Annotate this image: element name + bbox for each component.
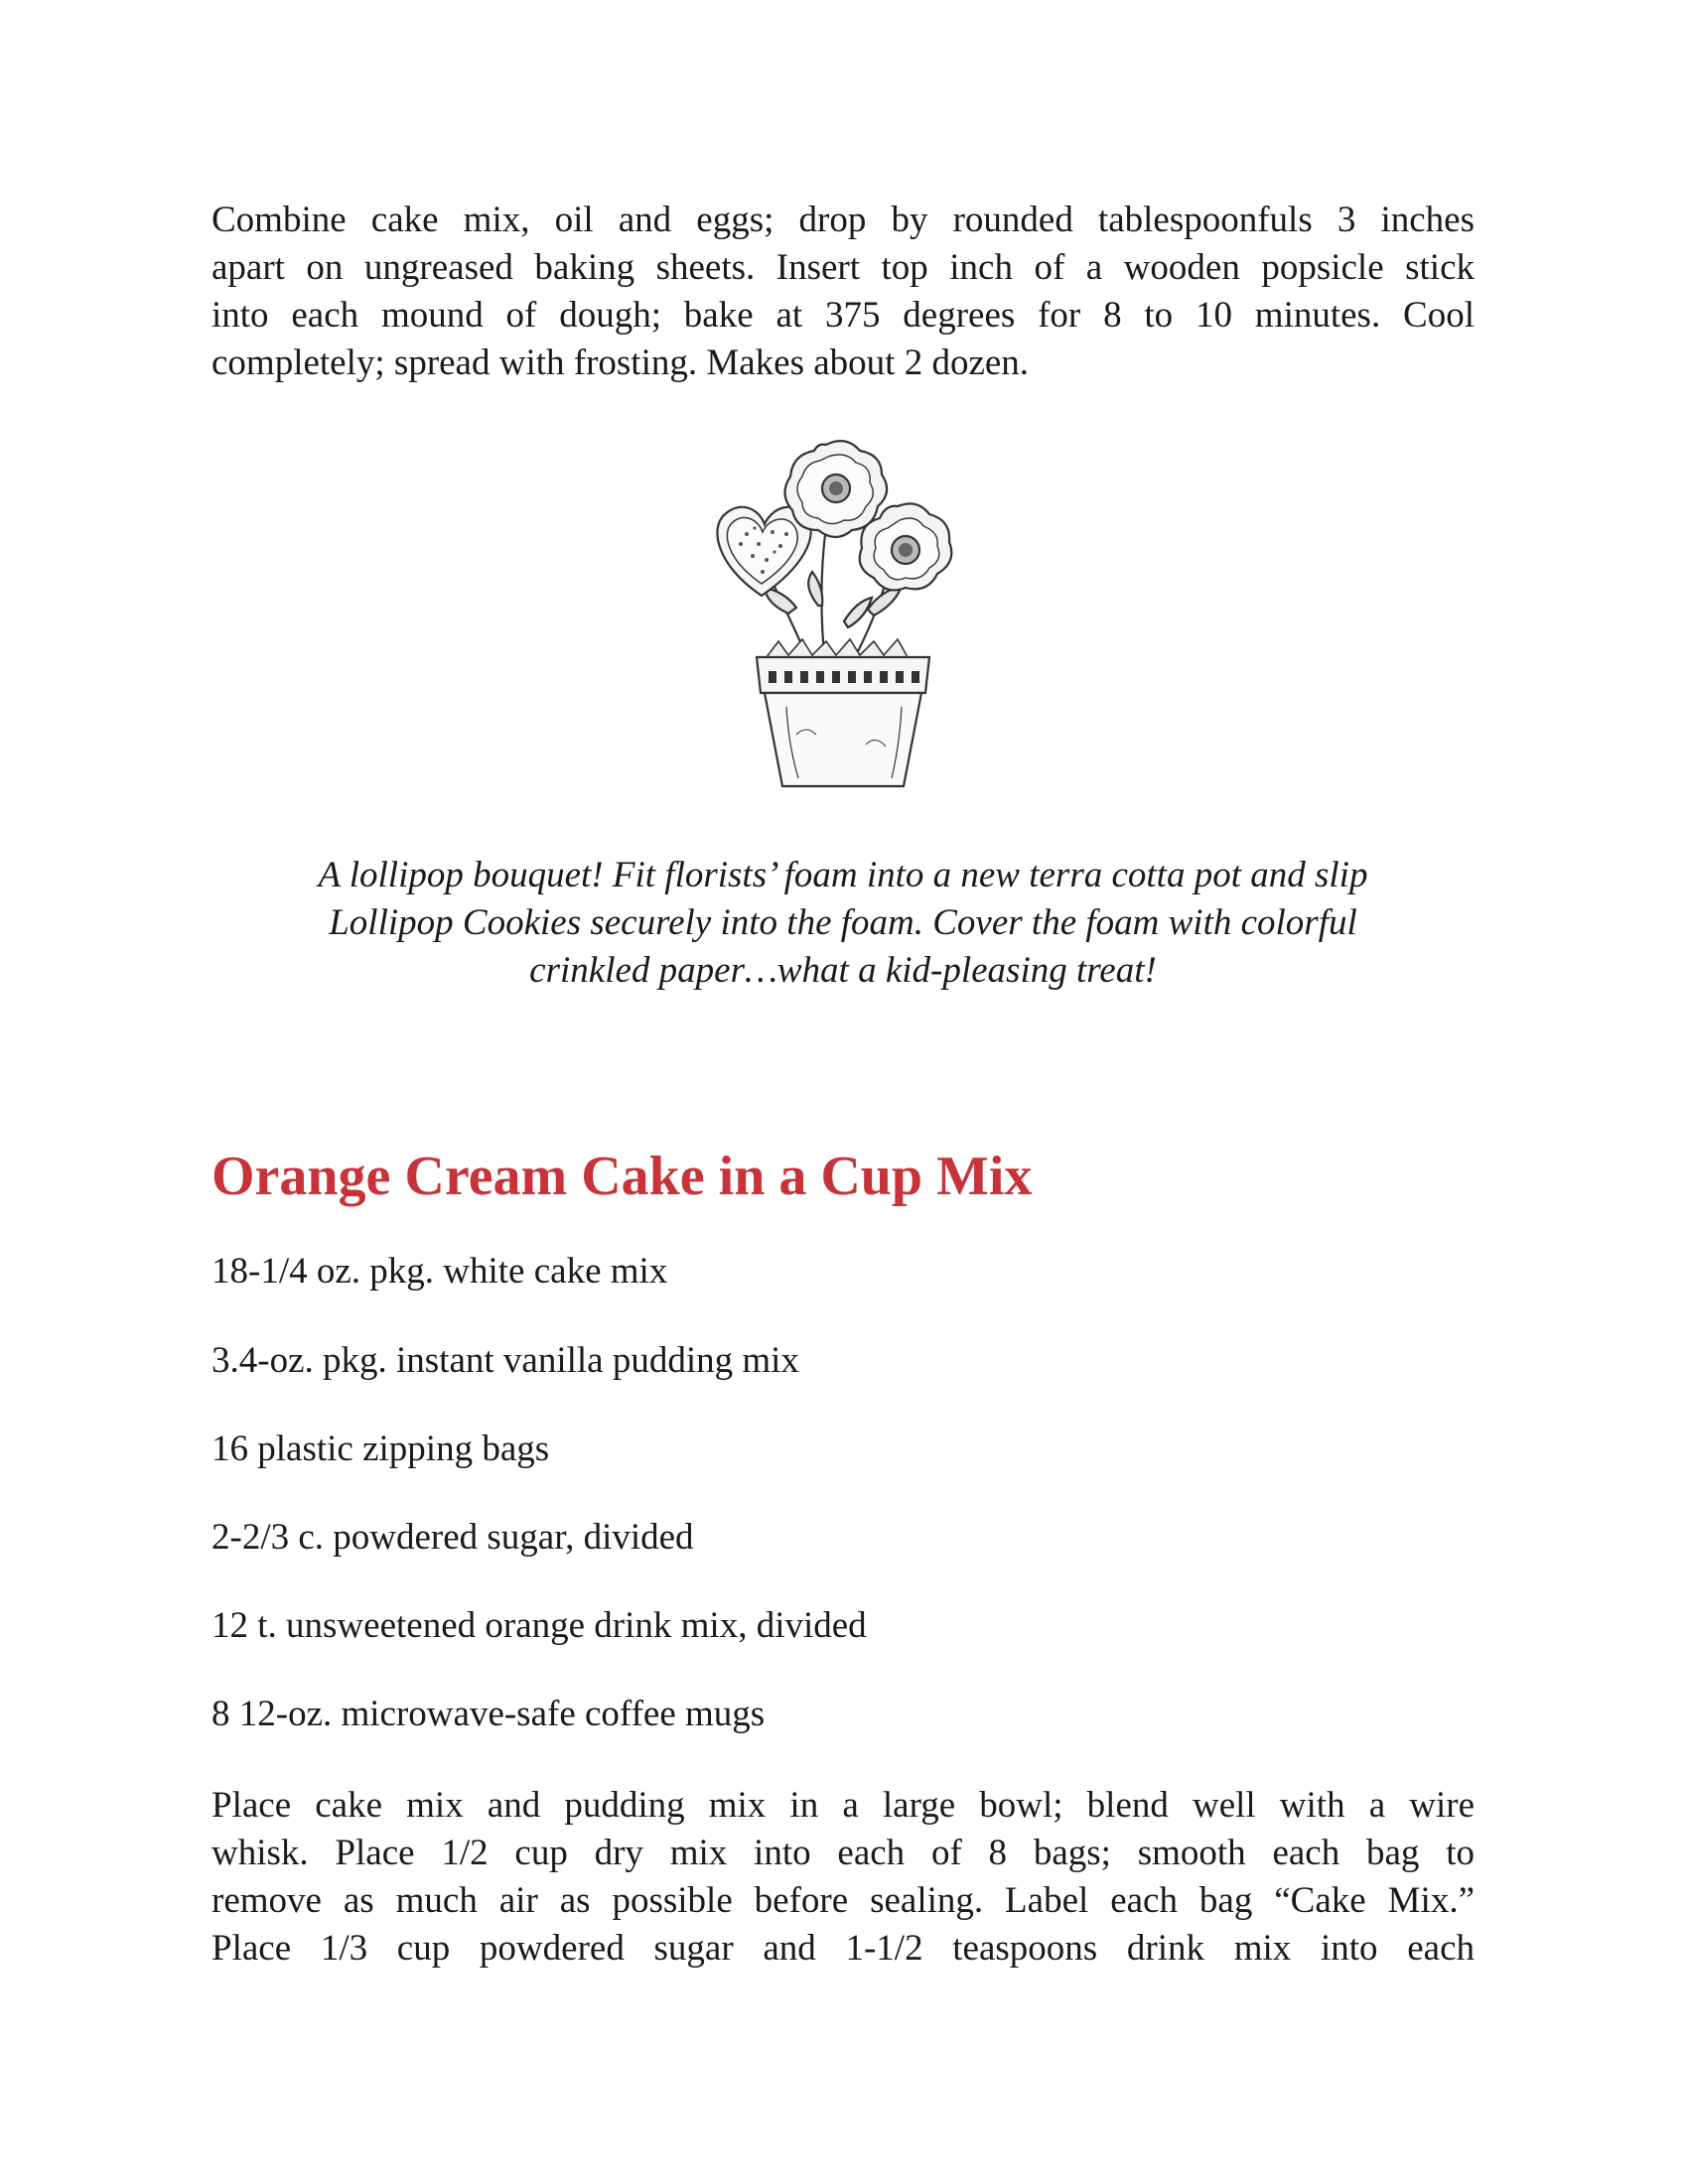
- ingredient-item: 8 12-oz. microwave-safe coffee mugs: [211, 1694, 766, 1734]
- ingredient-item: 16 plastic zipping bags: [211, 1429, 550, 1469]
- recipe-title: Orange Cream Cake in a Cup Mix: [211, 1146, 1033, 1207]
- intro-paragraph: [211, 197, 1475, 387]
- method-line: whisk. Place 1/2 cup dry mix into each of 8 bags; smooth each bag to: [211, 1833, 1475, 1873]
- ingredient-item: 12 t. unsweetened orange drink mix, divided: [211, 1605, 867, 1646]
- ingredient-item: 2-2/3 c. powdered sugar, divided: [211, 1517, 694, 1558]
- flower-pot-cookie-bouquet-illustration: [707, 437, 981, 794]
- caption-line: Lollipop Cookies securely into the foam. Cover the foam with colorful: [329, 902, 1357, 943]
- illustration-caption: [211, 852, 1475, 995]
- method-line: Place cake mix and pudding mix in a large bowl; blend well with a wire: [211, 1785, 1475, 1826]
- intro-line: into each mound of dough; bake at 375 degrees for 8 to 10 minutes. Cool: [211, 295, 1475, 336]
- intro-line: completely; spread with frosting. Makes about 2 dozen.: [211, 342, 1030, 383]
- intro-line: apart on ungreased baking sheets. Insert top inch of a wooden popsicle stick: [211, 247, 1475, 288]
- caption-line: crinkled paper…what a kid-pleasing treat!: [529, 950, 1157, 991]
- ingredient-item: 3.4-oz. pkg. instant vanilla pudding mix: [211, 1340, 799, 1381]
- method-paragraph: [211, 1782, 1475, 1973]
- caption-line: A lollipop bouquet! Fit florists’ foam into a new terra cotta pot and slip: [318, 855, 1368, 895]
- intro-line: Combine cake mix, oil and eggs; drop by rounded tablespoonfuls 3 inches: [211, 200, 1475, 240]
- ingredient-item: 18-1/4 oz. pkg. white cake mix: [211, 1251, 668, 1292]
- method-line: Place 1/3 cup powdered sugar and 1-1/2 teaspoons drink mix into each: [211, 1928, 1475, 1969]
- method-line: remove as much air as possible before sealing. Label each bag “Cake Mix.”: [211, 1880, 1475, 1921]
